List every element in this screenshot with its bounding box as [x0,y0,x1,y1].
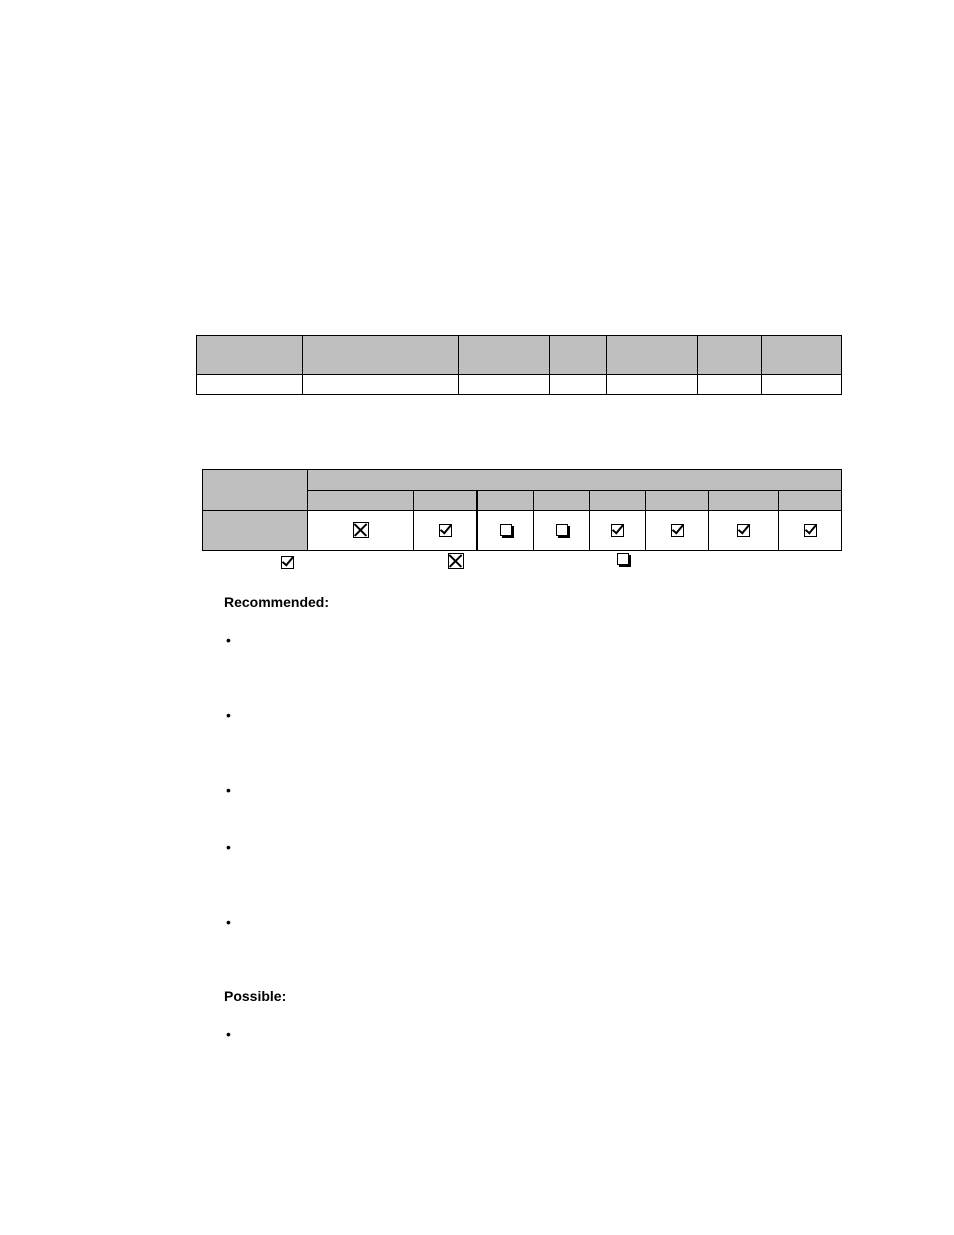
empty-box-icon [500,524,512,536]
subheader-cell [414,491,478,511]
row-label-cell [203,511,308,551]
subheader-cell [779,491,842,511]
table-cell [197,375,303,395]
header-cell [459,336,550,375]
header-cell [303,336,459,375]
table-cell [303,375,459,395]
possible-heading: Possible: [224,988,287,1004]
subheader-cell [534,491,590,511]
checked-box-icon [281,556,294,569]
subheader-cell [477,491,534,511]
status-cell [779,511,842,551]
status-cell [534,511,590,551]
table-cell [550,375,607,395]
header-cell [197,336,303,375]
header-cell [550,336,607,375]
status-cell [646,511,709,551]
empty-box-icon [556,524,568,536]
summary-table-header-row [197,336,842,375]
checked-box-icon [439,524,452,537]
status-cell [477,511,534,551]
applicability-table [202,469,842,551]
checked-box-icon [671,524,684,537]
checked-box-icon [737,524,750,537]
table-cell [459,375,550,395]
recommended-heading: Recommended: [224,594,330,610]
subheader-cell [590,491,646,511]
header-cell [203,470,308,511]
summary-table [196,335,842,395]
header-cell [762,336,842,375]
list-bullet: • [226,914,231,930]
list-bullet: • [226,632,231,648]
list-bullet: • [226,839,231,855]
list-bullet: • [226,1026,231,1042]
status-cell [709,511,779,551]
list-bullet: • [226,707,231,723]
subheader-cell [308,491,414,511]
empty-box-icon [617,553,629,565]
status-cell [414,511,478,551]
header-group-cell [308,470,842,491]
list-bullet: • [226,782,231,798]
applicability-table-header-row [203,470,842,491]
crossed-box-icon [353,522,369,538]
table-cell [698,375,762,395]
crossed-box-icon [448,553,464,569]
checked-box-icon [804,524,817,537]
applicability-table-row [203,511,842,551]
header-cell [698,336,762,375]
header-cell [607,336,698,375]
subheader-cell [646,491,709,511]
status-cell [308,511,414,551]
checked-box-icon [611,524,624,537]
summary-table-row [197,375,842,395]
status-cell [590,511,646,551]
table-cell [607,375,698,395]
subheader-cell [709,491,779,511]
table-cell [762,375,842,395]
